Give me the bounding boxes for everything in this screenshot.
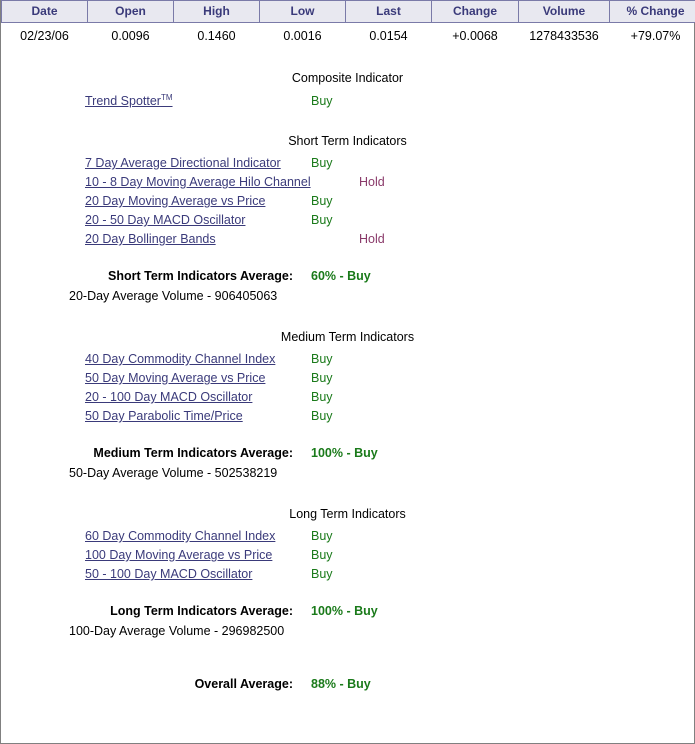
indicator-name [1,175,311,189]
table-header-row [2,1,695,23]
overall-average-value: 88% - Buy [311,677,371,691]
indicator-name [1,232,311,246]
average-label: Short Term Indicators Average: [108,269,293,283]
list-item [1,175,694,194]
list-item [1,213,694,232]
indicator-link-20-day-ma-vs-price[interactable]: 20 Day Moving Average vs Price [85,194,266,208]
indicator-name [1,93,311,108]
overall-average [1,677,694,691]
column-header-high: High [174,1,260,23]
short-term-indicators-section [1,134,694,308]
indicator-signal: Buy [311,156,333,170]
indicator-name [1,390,311,404]
quote-table [1,0,695,49]
indicator-link-20-50-macd[interactable]: 20 - 50 Day MACD Oscillator [85,213,246,227]
list-item [1,390,694,409]
long-term-section-title: Long Term Indicators [289,507,406,521]
indicator-link-trend-spotter[interactable]: Trend Spotter™ [85,93,173,109]
medium-term-indicators-section [1,330,694,485]
list-item [1,194,694,213]
medium-term-section-title: Medium Term Indicators [280,330,415,344]
indicator-link-50-day-parabolic[interactable]: 50 Day Parabolic Time/Price [85,409,243,423]
overall-average-label: Overall Average: [194,677,293,691]
indicator-signal: Buy [311,529,333,543]
list-item [1,93,694,112]
cell-volume: 1278433536 [529,29,599,43]
column-header-low: Low [260,1,346,23]
average-label: Long Term Indicators Average: [110,604,293,618]
cell-pct-change: +79.07% [630,29,681,43]
long-term-rows [1,529,694,586]
indicator-signal: Buy [311,352,333,366]
indicator-link-60-day-cci[interactable]: 60 Day Commodity Channel Index [85,529,276,543]
list-item [1,548,694,567]
indicator-signal: Hold [359,175,385,189]
short-term-rows [1,156,694,251]
average-value: 60% - Buy [311,269,371,283]
table-row [2,23,695,50]
medium-term-average [1,446,694,466]
indicator-link-hilo-channel[interactable]: 10 - 8 Day Moving Average Hilo Channel [85,175,311,189]
medium-term-rows [1,352,694,428]
cell-change: +0.0068 [452,29,498,43]
trademark-symbol: TM [160,93,173,102]
indicator-name [1,352,311,366]
indicator-link-50-100-macd[interactable]: 50 - 100 Day MACD Oscillator [85,567,253,581]
indicator-link-50-day-ma-vs-price[interactable]: 50 Day Moving Average vs Price [85,371,266,385]
cell-open: 0.0096 [111,29,150,43]
indicator-signal: Buy [311,371,333,385]
composite-section-title: Composite Indicator [291,71,404,85]
list-item [1,352,694,371]
indicator-name [1,194,311,208]
indicator-link-40-day-cci[interactable]: 40 Day Commodity Channel Index [85,352,276,366]
indicator-name [1,529,311,543]
average-value: 100% - Buy [311,604,378,618]
list-item [1,567,694,586]
indicator-signal: Buy [311,94,333,109]
composite-indicator-section [1,71,694,112]
indicator-name [1,548,311,562]
indicator-name [1,409,311,423]
medium-term-volume-line: 50-Day Average Volume - 502538219 [69,466,278,480]
composite-rows [1,93,694,112]
column-header-volume: Volume [519,1,610,23]
indicator-signal: Hold [359,232,385,246]
column-header-last: Last [346,1,432,23]
cell-low: 0.0016 [283,29,322,43]
list-item [1,371,694,390]
indicator-signal: Buy [311,194,333,208]
indicator-link-20-100-macd[interactable]: 20 - 100 Day MACD Oscillator [85,390,253,404]
short-term-volume-line: 20-Day Average Volume - 906405063 [69,289,278,303]
cell-last: 0.0154 [369,29,408,43]
indicator-link-20-day-bollinger[interactable]: 20 Day Bollinger Bands [85,232,216,246]
indicator-signal: Buy [311,567,333,581]
indicator-link-100-day-ma-vs-price[interactable]: 100 Day Moving Average vs Price [85,548,273,562]
list-item [1,409,694,428]
indicator-signal: Buy [311,213,333,227]
column-header-change: Change [432,1,519,23]
indicator-name [1,156,311,170]
indicator-name [1,371,311,385]
list-item [1,156,694,175]
short-term-section-title: Short Term Indicators [288,134,407,148]
cell-date: 02/23/06 [20,29,69,43]
indicator-signal: Buy [311,548,333,562]
list-item [1,232,694,251]
indicator-name [1,213,311,227]
long-term-indicators-section [1,507,694,643]
indicator-link-7-day-adi[interactable]: 7 Day Average Directional Indicator [85,156,281,170]
indicator-signal: Buy [311,409,333,423]
average-value: 100% - Buy [311,446,378,460]
column-header-date: Date [2,1,88,23]
short-term-average [1,269,694,289]
indicator-name [1,567,311,581]
column-header-open: Open [88,1,174,23]
long-term-volume-line: 100-Day Average Volume - 296982500 [69,624,285,638]
cell-high: 0.1460 [197,29,236,43]
long-term-average [1,604,694,624]
column-header-pct-change: % Change [610,1,695,23]
list-item [1,529,694,548]
indicator-signal: Buy [311,390,333,404]
average-label: Medium Term Indicators Average: [93,446,293,460]
